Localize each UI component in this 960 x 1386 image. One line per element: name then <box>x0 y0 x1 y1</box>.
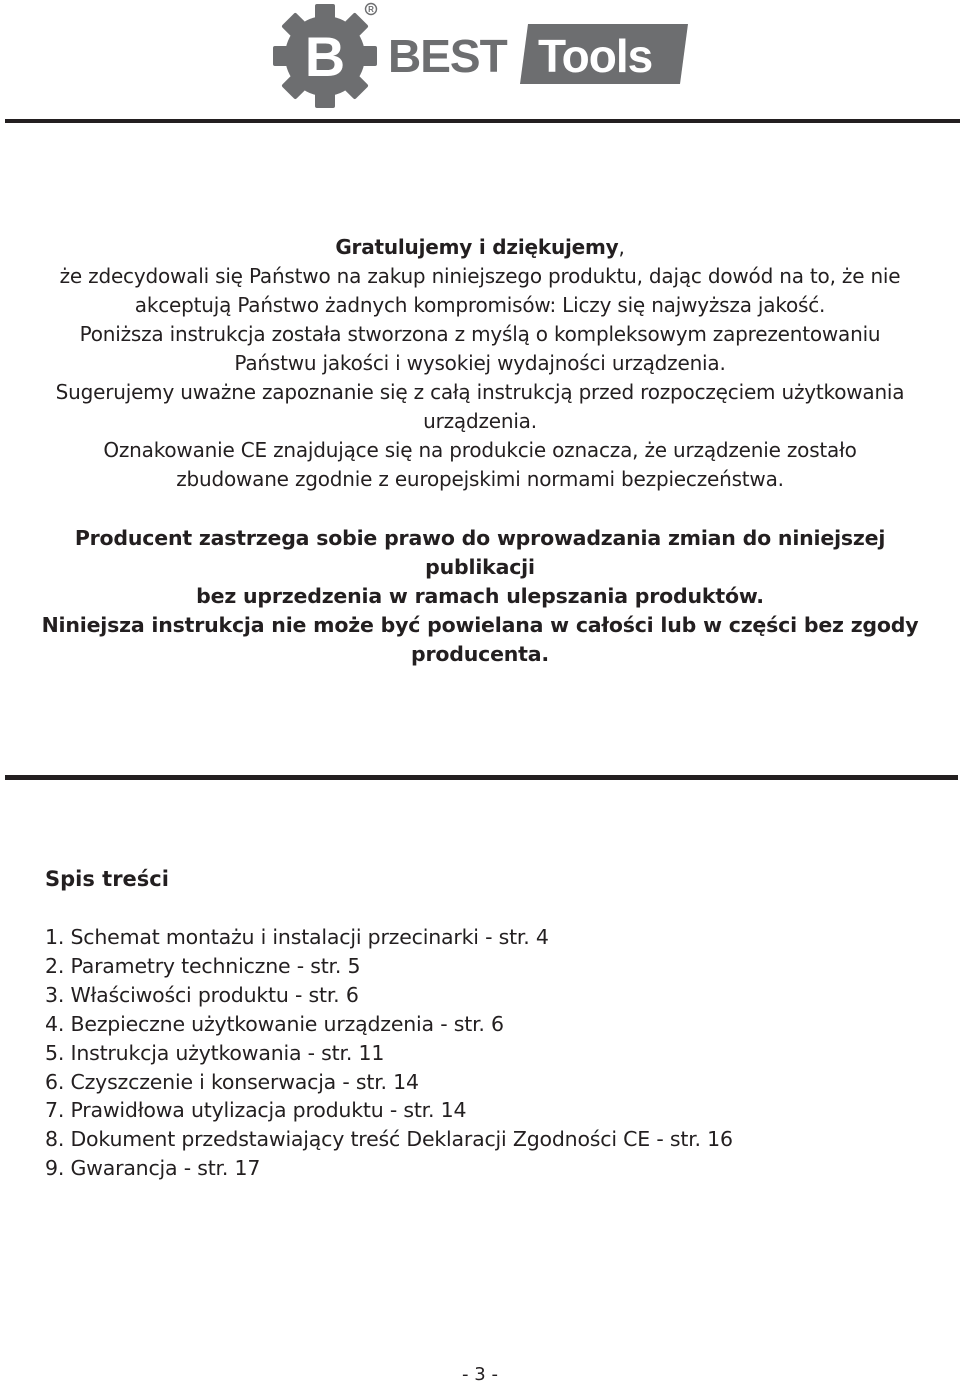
toc-item: 5. Instrukcja użytkowania - str. 11 <box>45 1040 385 1065</box>
intro-line: akceptują Państwo żadnych kompromisów: Liczy się najwyższa jakość. <box>134 293 826 317</box>
toc-item: 8. Dokument przedstawiający treść Deklaracji Zgodności CE - str. 16 <box>45 1127 733 1152</box>
intro-line: Poniższa instrukcja została stworzona z myślą o kompleksowym zaprezentowaniu <box>79 322 881 346</box>
section-divider <box>5 775 958 780</box>
toc-item: 2. Parametry techniczne - str. 5 <box>45 953 361 978</box>
toc-title: Spis treści <box>45 867 169 891</box>
intro-line: Sugerujemy uważne zapoznanie się z całą instrukcją przed rozpoczęciem użytkowania <box>55 380 905 404</box>
svg-text:BEST: BEST <box>388 30 507 82</box>
intro-line: że zdecydowali się Państwo na zakup niniejszego produktu, dając dowód na to, że nie <box>59 264 901 288</box>
best-tools-logo <box>270 0 700 112</box>
intro-greeting <box>20 233 940 262</box>
intro-greeting-comma: , <box>618 235 625 259</box>
intro-greeting-bold: Gratulujemy i dziękujemy <box>335 235 619 259</box>
toc-item: 4. Bezpieczne użytkowanie urządzenia - str. 6 <box>45 1011 504 1036</box>
notice-copyright <box>20 611 940 669</box>
notice-line: Producent zastrzega sobie prawo do wprowadzania zmian do niniejszej publikacji <box>74 526 886 579</box>
intro-line: Oznakowanie CE znajdujące się na produkcie oznacza, że urządzenie zostało <box>103 438 857 462</box>
notice-line: Niniejsza instrukcja nie może być powielana w całości lub w części bez zgody <box>41 613 919 637</box>
intro-line: Państwu jakości i wysokiej wydajności urządzenia. <box>234 351 726 375</box>
toc-item: 1. Schemat montażu i instalacji przecinarki - str. 4 <box>45 925 549 949</box>
toc-item: 7. Prawidłowa utylizacja produktu - str. 14 <box>45 1098 467 1123</box>
notice-line: producenta. <box>410 642 549 666</box>
notice-changes <box>20 524 940 611</box>
intro-line: urządzenia. <box>423 409 537 433</box>
toc-item: 3. Właściwości produktu - str. 6 <box>45 982 359 1007</box>
page-number: - 3 - <box>462 1364 498 1385</box>
gear-icon <box>273 4 377 108</box>
toc-item: 6. Czyszczenie i konserwacja - str. 14 <box>45 1069 419 1094</box>
svg-text:R: R <box>368 5 374 14</box>
svg-text:B: B <box>304 25 346 88</box>
intro-line: zbudowane zgodnie z europejskimi normami bezpieczeństwa. <box>176 467 784 491</box>
svg-text:Tools: Tools <box>538 30 653 82</box>
toc-item: 9. Gwarancja - str. 17 <box>45 1156 261 1181</box>
notice-line: bez uprzedzenia w ramach ulepszania produktów. <box>196 584 764 608</box>
header-divider <box>5 119 960 123</box>
intro-block <box>20 233 940 494</box>
toc-list <box>45 923 733 1183</box>
